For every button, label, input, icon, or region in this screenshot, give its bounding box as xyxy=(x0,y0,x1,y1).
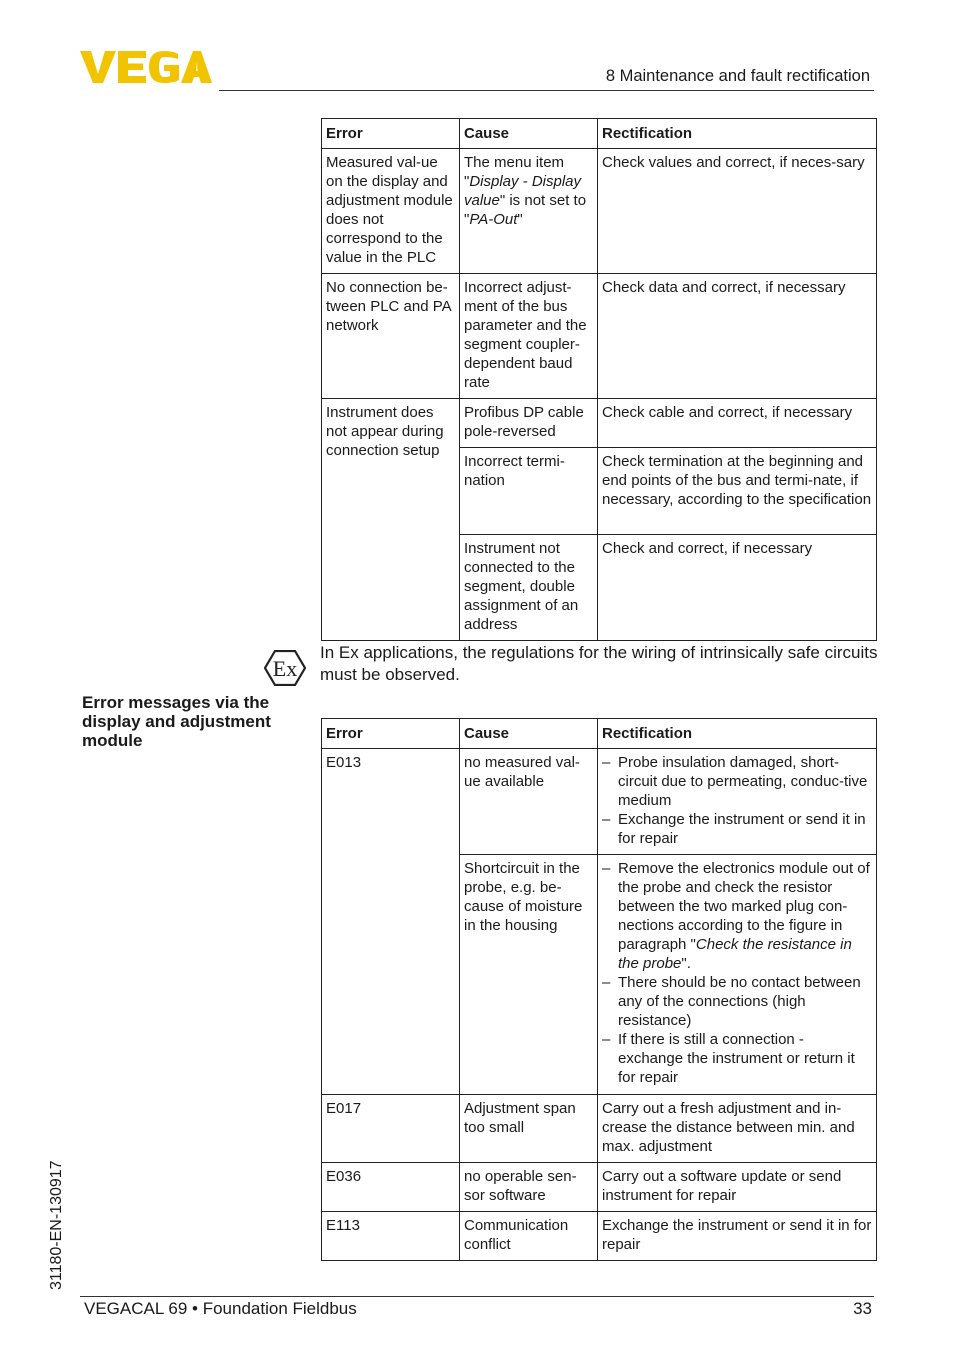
rectification-cell: Check cable and correct, if necessary xyxy=(598,399,877,448)
rectification-cell: Check and correct, if necessary xyxy=(598,535,877,641)
rectification-cell: Carry out a fresh adjustment and in-crease the distance between min. and max. adjustment xyxy=(598,1095,877,1163)
cause-cell: Incorrect adjust-ment of the bus parameter and the segment coupler-dependent baud rate xyxy=(460,274,598,399)
header-section-title: 8 Maintenance and fault rectification xyxy=(605,67,870,85)
list-item: – Remove the electronics module out of the probe and check the resistor between the two marked plug con-nections according to the figure in paragraph "Check the resistance in the probe". xyxy=(602,859,872,973)
cause-cell: Incorrect termi-nation xyxy=(460,448,598,535)
rectification-cell xyxy=(598,855,877,1095)
cause-cell: Adjustment span too small xyxy=(460,1095,598,1163)
list-item: – There should be no contact between any of the connections (high resistance) xyxy=(602,973,872,1030)
table-row xyxy=(322,749,877,855)
error-code-cell: E036 xyxy=(322,1163,460,1212)
column-header-rectification: Rectification xyxy=(598,719,877,749)
column-header-rectification: Rectification xyxy=(598,119,877,149)
table-row xyxy=(322,149,877,274)
list-item: – Exchange the instrument or send it in for repair xyxy=(602,810,872,848)
table-row xyxy=(322,1212,877,1261)
rectification-cell: Check values and correct, if neces-sary xyxy=(598,149,877,274)
table-row xyxy=(322,274,877,399)
table-header-row xyxy=(322,719,877,749)
table-header-row xyxy=(322,119,877,149)
cause-cell: Shortcircuit in the probe, e.g. be-cause of moisture in the housing xyxy=(460,855,598,1095)
list-item: – Probe insulation damaged, short-circuit due to permeating, conduc-tive medium xyxy=(602,753,872,810)
error-messages-table xyxy=(321,718,877,1261)
column-header-error: Error xyxy=(322,119,460,149)
rectification-cell: Exchange the instrument or send it in for repair xyxy=(598,1212,877,1261)
fault-table-fieldbus xyxy=(321,118,877,641)
cause-cell: Communication conflict xyxy=(460,1212,598,1261)
vega-logo xyxy=(80,50,212,84)
ex-application-note: In Ex applications, the regulations for the wiring of intrinsically safe circuits must be observed. xyxy=(320,643,878,684)
page-number: 33 xyxy=(853,1299,872,1318)
error-cell: Instrument does not appear during connection setup xyxy=(322,399,460,641)
svg-text:Ex: Ex xyxy=(272,656,298,681)
error-code-cell: E013 xyxy=(322,749,460,1095)
rectification-cell: Check data and correct, if necessary xyxy=(598,274,877,399)
error-cell: No connection be-tween PLC and PA network xyxy=(322,274,460,399)
column-header-cause: Cause xyxy=(460,719,598,749)
list-item: – If there is still a connection - exchange the instrument or return it for repair xyxy=(602,1030,872,1087)
table-row xyxy=(322,1163,877,1212)
error-code-cell: E113 xyxy=(322,1212,460,1261)
table-row xyxy=(322,1095,877,1163)
column-header-error: Error xyxy=(322,719,460,749)
rectification-cell: Carry out a software update or send instrument for repair xyxy=(598,1163,877,1212)
table-row xyxy=(322,399,877,448)
section-heading: Error messages via the display and adjustment module xyxy=(82,693,271,750)
header-divider xyxy=(219,90,874,91)
error-cell: Measured val-ue on the display and adjustment module does not correspond to the value in the PLC xyxy=(322,149,460,274)
column-header-cause: Cause xyxy=(460,119,598,149)
error-code-cell: E017 xyxy=(322,1095,460,1163)
cause-cell: no operable sen-sor software xyxy=(460,1163,598,1212)
cause-cell: Profibus DP cable pole-reversed xyxy=(460,399,598,448)
document-id: 31180-EN-130917 xyxy=(48,1160,65,1290)
ex-explosion-protection-icon xyxy=(264,650,306,686)
footer-product: VEGACAL 69 • Foundation Fieldbus xyxy=(84,1299,357,1318)
footer-divider xyxy=(80,1296,874,1297)
cause-cell: no measured val-ue available xyxy=(460,749,598,855)
rectification-cell xyxy=(598,749,877,855)
cause-cell: Instrument not connected to the segment, double assignment of an address xyxy=(460,535,598,641)
rectification-cell: Check termination at the beginning and end points of the bus and termi-nate, if necessary, according to the specification xyxy=(598,448,877,535)
cause-cell: The menu item "Display - Display value" is not set to "PA-Out" xyxy=(460,149,598,274)
